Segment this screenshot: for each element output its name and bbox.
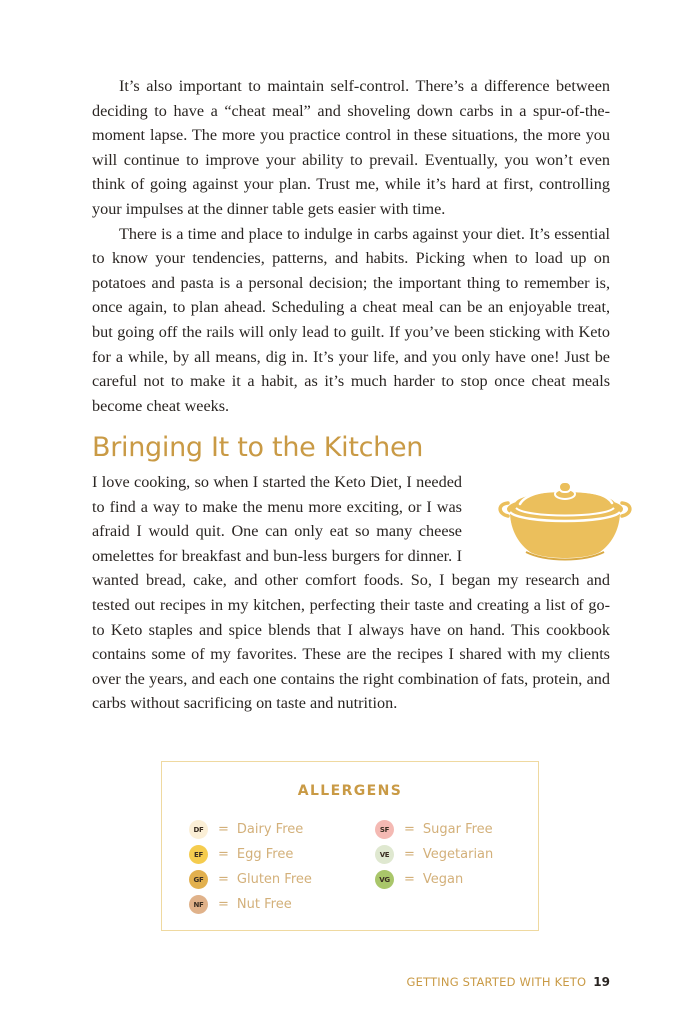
legend-item-vegetarian	[375, 842, 493, 867]
page-footer	[406, 975, 610, 989]
legend-item-dairy-free	[189, 817, 312, 842]
legend-label: Vegan	[422, 872, 464, 887]
allergens-right-column	[375, 817, 493, 892]
nf-badge-icon: NF	[189, 895, 208, 914]
intro-paragraphs	[92, 74, 610, 418]
gf-badge-icon: GF	[189, 870, 208, 889]
legend-label: Sugar Free	[422, 822, 493, 837]
legend-label: Egg Free	[236, 847, 294, 862]
sf-badge-icon: SF	[375, 820, 394, 839]
legend-item-sugar-free	[375, 817, 493, 842]
paragraph-kitchen: I love cooking, so when I started the Keto Diet, I needed to find a way to make the menu more exciting, or I was afraid I would quit. One can only eat so many cheese omelettes for breakfast and bun-less burgers for dinner. I wanted bread, cake, and other comfort foods. So, I began my research and tested out recipes in my kitchen, perfecting their taste and creating a list of go-to Keto staples and spice blends that I always have on hand. This cookbook contains some of my favorites. These are the recipes I shared with my clients over the years, and each one contains the right combination of fats, protein, and carbs without sacrificing on taste and nutrition.	[92, 473, 610, 713]
allergens-legend-box	[161, 761, 539, 931]
equals-sign: =	[218, 872, 229, 887]
vg-badge-icon: VG	[375, 870, 394, 889]
legend-item-gluten-free	[189, 867, 312, 892]
legend-label: Nut Free	[236, 897, 292, 912]
legend-label: Vegetarian	[422, 847, 494, 862]
df-badge-icon: DF	[189, 820, 208, 839]
equals-sign: =	[404, 847, 415, 862]
legend-item-vegan	[375, 867, 493, 892]
equals-sign: =	[218, 847, 229, 862]
legend-item-egg-free	[189, 842, 312, 867]
equals-sign: =	[218, 822, 229, 837]
legend-item-nut-free	[189, 892, 312, 917]
equals-sign: =	[404, 822, 415, 837]
equals-sign: =	[218, 897, 229, 912]
legend-label: Gluten Free	[236, 872, 312, 887]
section-heading: Bringing It to the Kitchen	[92, 432, 424, 463]
paragraph-self-control: It’s also important to maintain self-control. There’s a difference between deciding to have a “cheat meal” and shoveling down carbs in a spur-of-the-moment lapse. The more you practice control in these situations, the more you will continue to improve your ability to prevail. Eventually, you won’t even think of going against your plan. Trust me, while it’s hard at first, controlling your impulses at the dinner table gets easier with time.	[92, 77, 610, 218]
allergens-title: ALLERGENS	[297, 783, 403, 799]
ve-badge-icon: VE	[375, 845, 394, 864]
ef-badge-icon: EF	[189, 845, 208, 864]
page-number: 19	[593, 975, 610, 989]
allergens-left-column	[189, 817, 312, 917]
cooking-pot-icon	[496, 476, 634, 562]
running-footer-chapter: GETTING STARTED WITH KETO	[406, 975, 587, 989]
legend-label: Dairy Free	[236, 822, 304, 837]
equals-sign: =	[404, 872, 415, 887]
paragraph-time-and-place: There is a time and place to indulge in carbs against your diet. It’s essential to know your tendencies, patterns, and habits. Picking when to load up on potatoes and pasta is a personal decision; the important thing to remember is, once again, to plan ahead. Scheduling a cheat meal can be an enjoyable treat, but going off the rails will only lead to guilt. If you’ve been sticking with Keto for a while, by all means, dig in. It’s your life, and you only have one! Just be careful not to make it a habit, as it’s much harder to stop once cheat meals become cheat weeks.	[92, 224, 610, 415]
